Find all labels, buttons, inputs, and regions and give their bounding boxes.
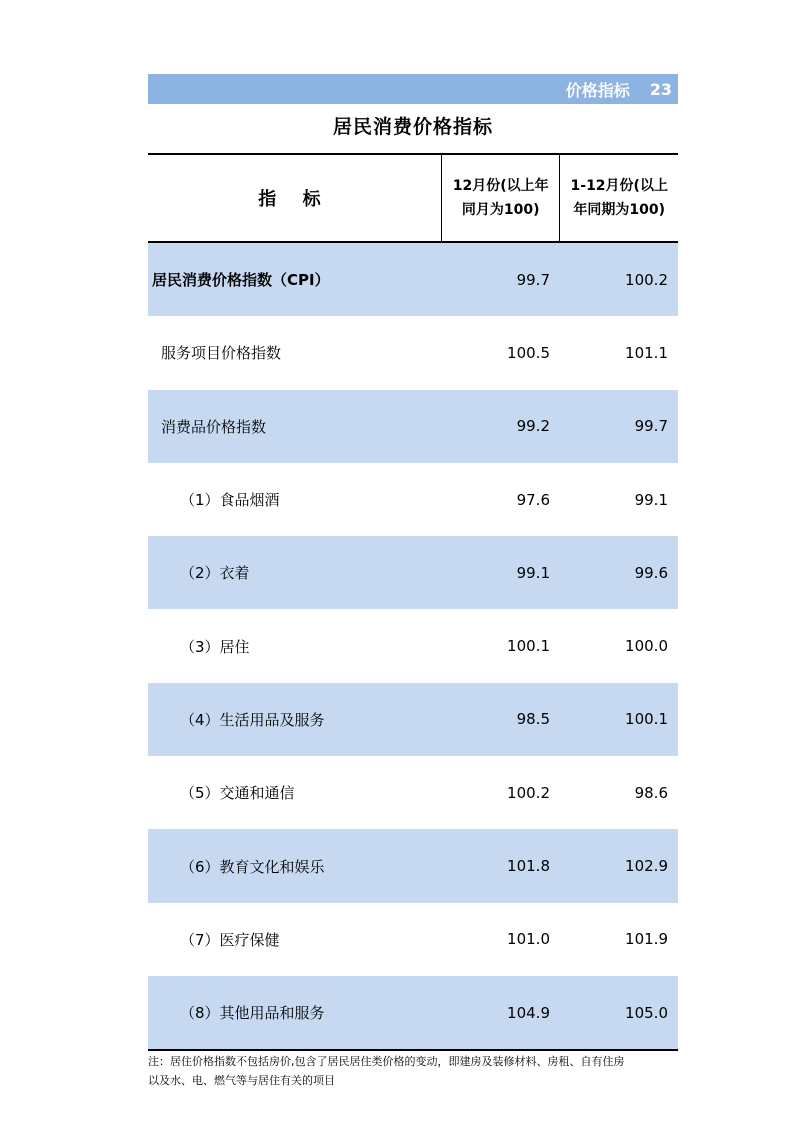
row-name: （2）衣着 — [180, 564, 250, 583]
row-december-value: 97.6 — [516, 490, 550, 509]
row-jan-dec-value: 100.2 — [625, 270, 668, 289]
row-jan-dec-value: 100.0 — [625, 637, 668, 656]
row-name: （6）教育文化和娱乐 — [180, 857, 325, 876]
row-name: （4）生活用品及服务 — [180, 710, 325, 729]
table-row — [148, 756, 678, 829]
page-title: 居民消费价格指标 — [332, 116, 493, 138]
table-row — [148, 903, 678, 976]
row-jan-dec-value: 101.1 — [625, 343, 668, 362]
header-jan-dec — [560, 155, 678, 241]
table-header — [148, 153, 678, 243]
page-number: 23 — [649, 79, 672, 99]
table-row — [148, 463, 678, 536]
table-body — [148, 243, 678, 1051]
row-jan-dec-value: 100.1 — [625, 710, 668, 729]
table-row — [148, 829, 678, 902]
row-december-value: 100.2 — [507, 783, 550, 802]
row-december-value: 99.1 — [516, 563, 550, 582]
row-december-value: 100.5 — [507, 343, 550, 362]
row-december-value: 101.0 — [507, 930, 550, 949]
row-december-value: 98.5 — [516, 710, 550, 729]
page-header-bar — [148, 74, 678, 104]
row-jan-dec-value: 99.7 — [634, 417, 668, 436]
header-jan-dec-line1: 1-12月份(以上 — [570, 178, 668, 194]
row-name: （1）食品烟酒 — [180, 491, 280, 510]
header-indicator: 指 标 — [148, 155, 442, 241]
header-jan-dec-line2: 年同期为100) — [573, 202, 666, 218]
row-december-value: 104.9 — [507, 1003, 550, 1022]
cpi-table — [148, 153, 678, 1051]
row-december-value: 99.7 — [516, 270, 550, 289]
header-december-line2: 同月为100) — [461, 202, 540, 218]
row-december-value: 99.2 — [516, 417, 550, 436]
row-name: 居民消费价格指数（CPI） — [152, 271, 330, 290]
row-name: （3）居住 — [180, 637, 250, 656]
row-jan-dec-value: 105.0 — [625, 1003, 668, 1022]
table-row — [148, 976, 678, 1049]
row-jan-dec-value: 102.9 — [625, 857, 668, 876]
row-name: 服务项目价格指数 — [161, 344, 282, 363]
table-row — [148, 609, 678, 682]
footnote-line1: 注：居住价格指数不包括房价,包含了居民居住类价格的变动，即建房及装修材料、房租、自有住房 — [148, 1055, 625, 1068]
section-label: 价格指标 — [565, 80, 630, 100]
table-row — [148, 316, 678, 389]
header-december-line1: 12月份(以上年 — [452, 178, 549, 194]
table-row — [148, 243, 678, 316]
row-name: （7）医疗保健 — [180, 930, 280, 949]
row-jan-dec-value: 98.6 — [634, 783, 668, 802]
row-december-value: 101.8 — [507, 857, 550, 876]
row-name: 消费品价格指数 — [161, 417, 267, 436]
table-row — [148, 536, 678, 609]
row-jan-dec-value: 99.6 — [634, 563, 668, 582]
header-december — [442, 155, 561, 241]
row-december-value: 100.1 — [507, 637, 550, 656]
table-row — [148, 683, 678, 756]
row-name: （5）交通和通信 — [180, 784, 295, 803]
footnote — [148, 1052, 678, 1090]
row-name: （8）其他用品和服务 — [180, 1004, 325, 1023]
table-row — [148, 390, 678, 463]
row-jan-dec-value: 99.1 — [634, 490, 668, 509]
row-jan-dec-value: 101.9 — [625, 930, 668, 949]
footnote-line2: 以及水、电、燃气等与居住有关的项目 — [148, 1074, 335, 1087]
